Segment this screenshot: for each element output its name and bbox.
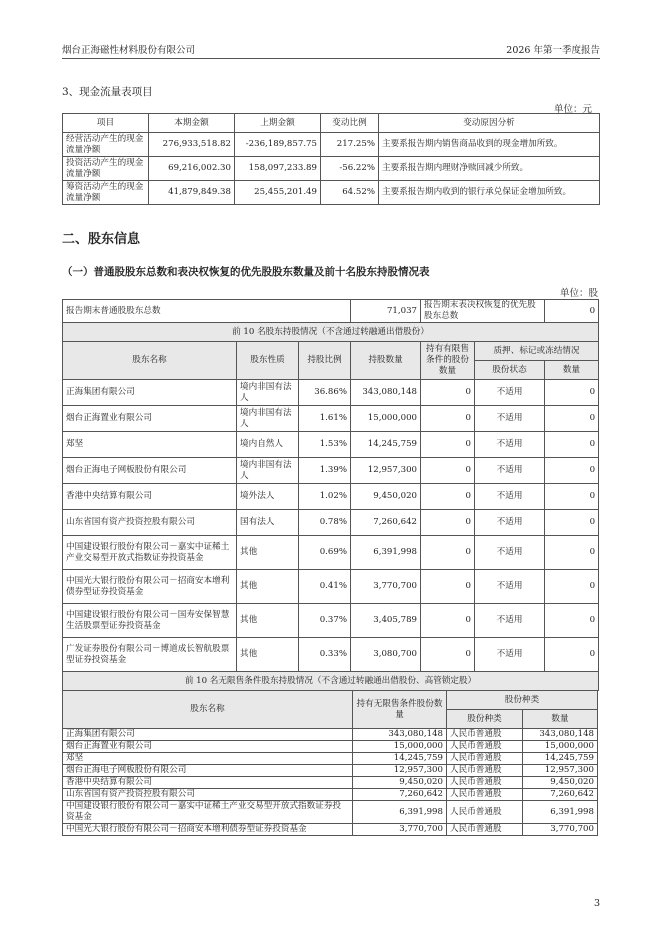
table-row: 山东省国有资产投资控股有限公司 国有法人 0.78% 7,260,642 0 不适用 0: [63, 510, 599, 536]
pref-holders-label: 报告期末表决权恢复的优先股股东总数: [421, 300, 545, 323]
pref-holders-value: 0: [545, 300, 599, 323]
section-title: 二、股东信息: [62, 232, 141, 247]
table-header-row: 股份状态 数量: [63, 361, 599, 380]
page-number: 3: [593, 898, 600, 909]
table-row: 郑坚 境内自然人 1.53% 14,245,759 0 不适用 0: [63, 432, 599, 458]
table-row: 香港中央结算有限公司 9,450,020 人民币普通股 9,450,020: [63, 777, 598, 789]
cashflow-section-title: 3、现金流量表项目: [62, 86, 153, 98]
table-row: 中国建设银行股份有限公司－嘉实中证稀土产业交易型开放式指数证券投资基金 其他 0.69% 6,391,998 0 不适用 0: [63, 536, 599, 570]
table-row: 烟台正海置业有限公司 境内非国有法人 1.61% 15,000,000 0 不适用 0: [63, 406, 599, 432]
top10-shareholder-table: [62, 299, 599, 691]
header-divider: [62, 58, 600, 59]
total-holders-value: 71,037: [351, 300, 421, 323]
col-header: 上期金额: [235, 114, 321, 133]
summary-row: [63, 300, 599, 323]
table-row: 烟台正海电子网板股份有限公司 境内非国有法人 1.39% 12,957,300 0 不适用 0: [63, 458, 599, 484]
table-row: 香港中央结算有限公司 境外法人 1.02% 9,450,020 0 不适用 0: [63, 484, 599, 510]
table-row: 烟台正海电子网板股份有限公司 12,957,300 人民币普通股 12,957,300: [63, 765, 598, 777]
section-row: [63, 323, 599, 342]
table-row: 郑坚 14,245,759 人民币普通股 14,245,759: [63, 753, 598, 765]
table-header-row: 股东名称 持有无限售条件股份数量 股份种类: [63, 691, 598, 710]
col-header: 项目: [63, 114, 149, 133]
cashflow-table: [62, 113, 600, 205]
table-row: 烟台正海置业有限公司 15,000,000 人民币普通股 15,000,000: [63, 741, 598, 753]
cashflow-unit: 单位：元: [553, 104, 592, 115]
shareholder-unit: 单位：股: [559, 288, 598, 299]
table-row: 中国光大银行股份有限公司－招商安本增利债券型证券投资基金 3,770,700 人民币普通股 3,770,700: [63, 824, 598, 836]
header-company: 烟台正海磁性材料股份有限公司: [62, 45, 196, 56]
col-header: 变动比例: [321, 114, 379, 133]
table-row: 筹资活动产生的现金流量净额 41,879,849.38 25,455,201.49 64.52% 主要系报告期内收到的银行承兑保证金增加所致。: [63, 181, 600, 205]
section-row: [63, 672, 599, 691]
table-row: 投资活动产生的现金流量净额 69,216,002.30 158,097,233.89 -56.22% 主要系报告期内理财净赎回减少所致。: [63, 157, 600, 181]
table-header-row: [63, 114, 600, 133]
table-row: 经营活动产生的现金流量净额 276,933,518.82 -236,189,857.75 217.25% 主要系报告期内销售商品收到的现金增加所致。: [63, 133, 600, 157]
unrestricted-shareholder-table: [62, 690, 598, 836]
unres-title: 前 10 名无限售条件股东持股情况（不含通过转融通出借股份、高管锁定股）: [63, 672, 599, 691]
table-header-row: 股东名称 股东性质 持股比例 持股数量 持有有限售条件的股份数量 质押、标记或冻结情况: [63, 342, 599, 361]
col-header: 本期金额: [149, 114, 235, 133]
total-holders-label: 报告期末普通股股东总数: [63, 300, 351, 323]
table-row: 中国建设银行股份有限公司－嘉实中证稀土产业交易型开放式指数证券投资基金 6,391,998 人民币普通股 6,391,998: [63, 801, 598, 824]
table-row: 正海集团有限公司 343,080,148 人民币普通股 343,080,148: [63, 729, 598, 741]
subsection-title: （一）普通股股东总数和表决权恢复的优先股股东数量及前十名股东持股情况表: [62, 266, 430, 278]
header-report: 2026 年第一季度报告: [506, 45, 600, 56]
table-row: 广发证券股份有限公司－博道成长智航股票型证券投资基金 其他 0.33% 3,080,700 0 不适用 0: [63, 638, 599, 672]
col-header: 变动原因分析: [379, 114, 600, 133]
table-header-row: 股份种类 数量: [63, 710, 598, 729]
top10-title: 前 10 名股东持股情况（不含通过转融通出借股份）: [63, 323, 599, 342]
table-row: 山东省国有资产投资控股有限公司 7,260,642 人民币普通股 7,260,642: [63, 789, 598, 801]
table-row: 中国光大银行股份有限公司－招商安本增利债券型证券投资基金 其他 0.41% 3,770,700 0 不适用 0: [63, 570, 599, 604]
table-row: 正海集团有限公司 境内非国有法人 36.86% 343,080,148 0 不适用 0: [63, 380, 599, 406]
table-row: 中国建设银行股份有限公司－国寿安保智慧生活股票型证券投资基金 其他 0.37% 3,405,789 0 不适用 0: [63, 604, 599, 638]
